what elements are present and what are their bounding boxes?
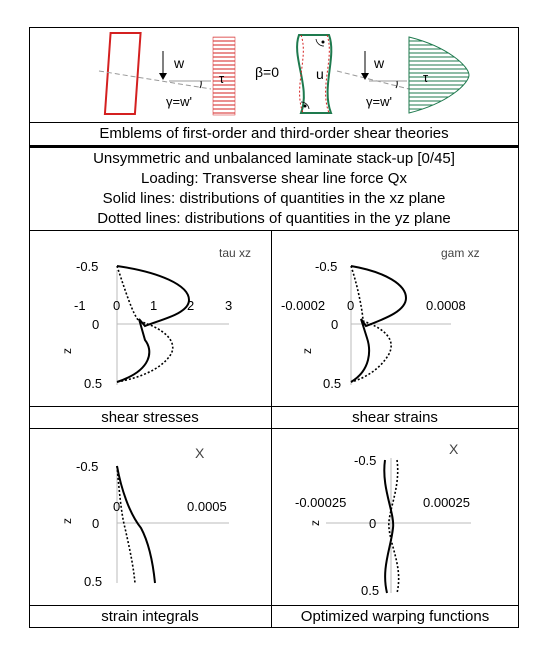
z-tick: 0 xyxy=(92,317,100,332)
divider-row2-caption xyxy=(29,605,519,606)
z-tick: 0 xyxy=(92,516,100,531)
third-order-stress-block xyxy=(409,37,469,113)
third-order-element xyxy=(297,35,331,113)
warping-functions-plot xyxy=(271,428,519,605)
shear-stresses-plot xyxy=(29,230,271,406)
z-tick: 0.5 xyxy=(323,376,342,391)
w-label-right: w xyxy=(374,55,385,71)
x-tick: 2 xyxy=(187,298,195,313)
shear-strains-caption: shear strains xyxy=(352,409,438,426)
x-tick: -0.00025 xyxy=(295,495,347,510)
z-axis-label: z xyxy=(300,348,314,354)
w-label-left: w xyxy=(174,55,185,71)
tau-label-left: τ xyxy=(219,71,225,86)
x-tick: -0.0002 xyxy=(281,298,326,313)
x-tick: 0 xyxy=(347,298,355,313)
z-tick: -0.5 xyxy=(76,459,99,474)
z-tick: -0.5 xyxy=(354,453,377,468)
x-tick: 1 xyxy=(150,298,158,313)
x-tick: 3 xyxy=(225,298,233,313)
z-tick: 0.5 xyxy=(84,376,103,391)
third-order-deflection-line xyxy=(337,71,409,89)
header-line-3: Solid lines: distributions of quantities in the xz plane xyxy=(102,190,446,207)
shear-stresses-caption: shear stresses xyxy=(101,409,199,426)
u-label: u xyxy=(316,66,324,82)
x-tick: 0.00025 xyxy=(423,495,470,510)
divider-header-top xyxy=(29,145,519,148)
z-tick: 0.5 xyxy=(84,574,103,589)
strain-integrals-caption: strain integrals xyxy=(101,608,199,625)
z-axis-label: z xyxy=(60,348,74,354)
header-line-2: Loading: Transverse shear line force Qx xyxy=(141,170,407,187)
warping-solid-curve xyxy=(384,460,393,593)
beta-label: β=0 xyxy=(255,64,280,80)
gamma-label-left: γ=w' xyxy=(166,94,192,109)
first-order-deflection-line xyxy=(99,71,211,89)
warping-functions-caption: Optimized warping functions xyxy=(300,608,490,625)
shear-strains-series-label: gam xz xyxy=(441,246,480,260)
z-axis-label: z xyxy=(60,518,74,524)
z-tick: -0.5 xyxy=(315,259,338,274)
x-tick: 0 xyxy=(113,499,121,514)
tau-label-right: τ xyxy=(423,70,429,85)
z-axis-label: z xyxy=(308,520,322,526)
x-solid-curve xyxy=(117,466,155,583)
z-tick: 0.5 xyxy=(361,583,380,598)
strain-integrals-plot xyxy=(29,428,271,605)
strain-integrals-series-label: X xyxy=(195,445,205,461)
x-tick: -1 xyxy=(74,298,86,313)
first-order-element xyxy=(105,33,141,114)
z-tick: 0 xyxy=(369,516,377,531)
x-tick: 0 xyxy=(113,298,121,313)
x-dotted-curve xyxy=(117,466,135,583)
gamma-label-right: γ=w' xyxy=(366,94,392,109)
x-tick: 0.0008 xyxy=(426,298,466,313)
shear-strains-plot xyxy=(271,230,519,406)
emblems-caption: Emblems of first-order and third-order shear theories xyxy=(99,125,449,142)
divider-emblem-caption-top xyxy=(29,122,519,123)
shear-stresses-series-label: tau xz xyxy=(219,246,252,260)
emblems-diagram xyxy=(29,27,519,122)
z-tick: -0.5 xyxy=(76,259,99,274)
warping-functions-series-label: X xyxy=(449,441,459,457)
x-tick: 0.0005 xyxy=(187,499,227,514)
z-tick: 0 xyxy=(331,317,339,332)
divider-row1-caption xyxy=(29,406,519,407)
header-line-1: Unsymmetric and unbalanced laminate stack-up [0/45] xyxy=(93,150,455,167)
header-line-4: Dotted lines: distributions of quantities in the yz plane xyxy=(97,210,451,227)
